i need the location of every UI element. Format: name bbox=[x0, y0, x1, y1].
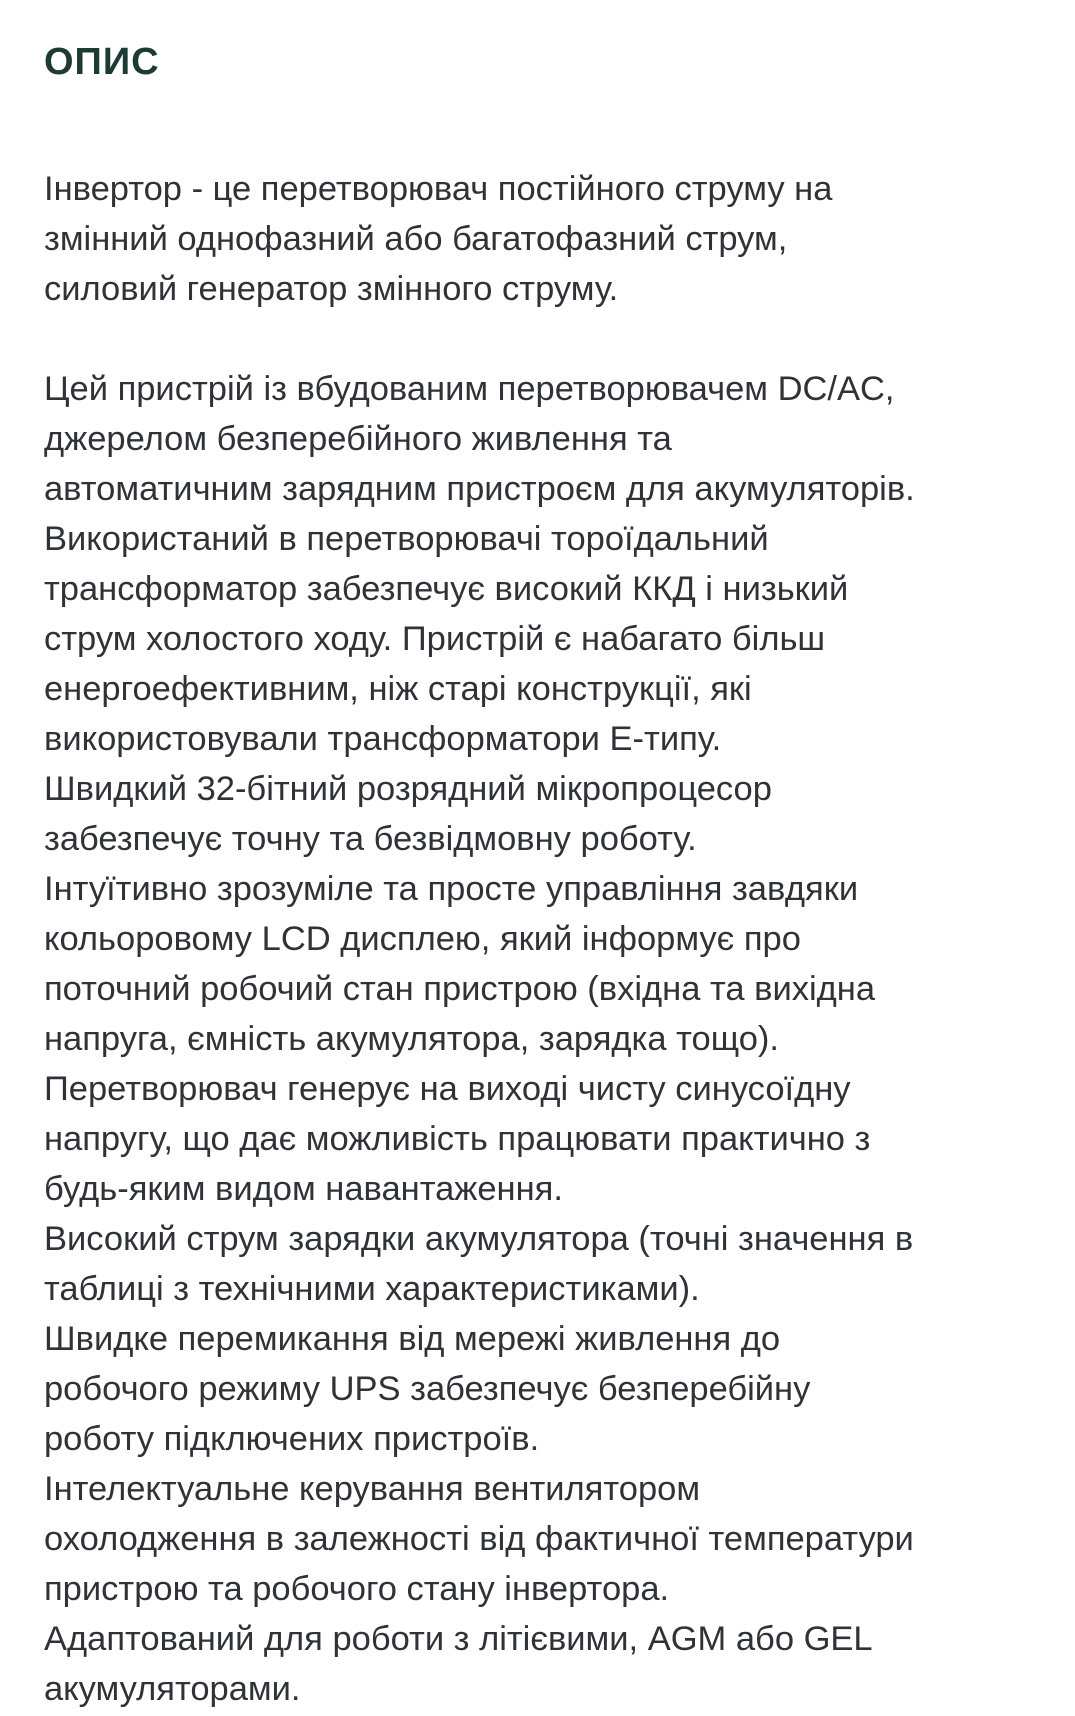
section-title: ОПИС bbox=[44, 41, 160, 83]
description-body: Цей пристрій із вбудованим перетворювачем DC/AC, джерелом безперебійного живлення та автоматичним зарядним пристроєм для акумуляторів. Використаний в перетворювачі тороїдальний трансформатор забезпечує високий ККД і низький струм холостого ходу. Пристрій є набагато більш енергоефективним, ніж старі конструкції, які використовували трансформатори E-типу. Швидкий 32-бітний розрядний мікропроцесор забезпечує точну та безвідмовну роботу. Інтуїтивно зрозуміле та просте управління завдяки кольоровому LCD дисплею, який інформує про поточний робочий стан пристрою (вхідна та вихідна напруга, ємність акумулятора, зарядка тощо). Перетворювач генерує на виході чисту синусоїдну напругу, що дає можливість працювати практично з будь-яким видом навантаження. Високий струм зарядки акумулятора (точні значення в таблиці з технічними характеристиками). Швидке перемикання від мережі живлення до робочого режиму UPS забезпечує безперебійну роботу підключених пристроїв. Інтелектуальне керування вентилятором охолодження в залежності від фактичної температури пристрою та робочого стану інвертора. Адаптований для роботи з літієвими, AGM або GEL акумуляторами. bbox=[44, 370, 915, 1708]
description-intro: Інвертор - це перетворювач постійного струму на змінний однофазний або багатофазний струм, силовий генератор змінного струму. bbox=[44, 170, 833, 308]
